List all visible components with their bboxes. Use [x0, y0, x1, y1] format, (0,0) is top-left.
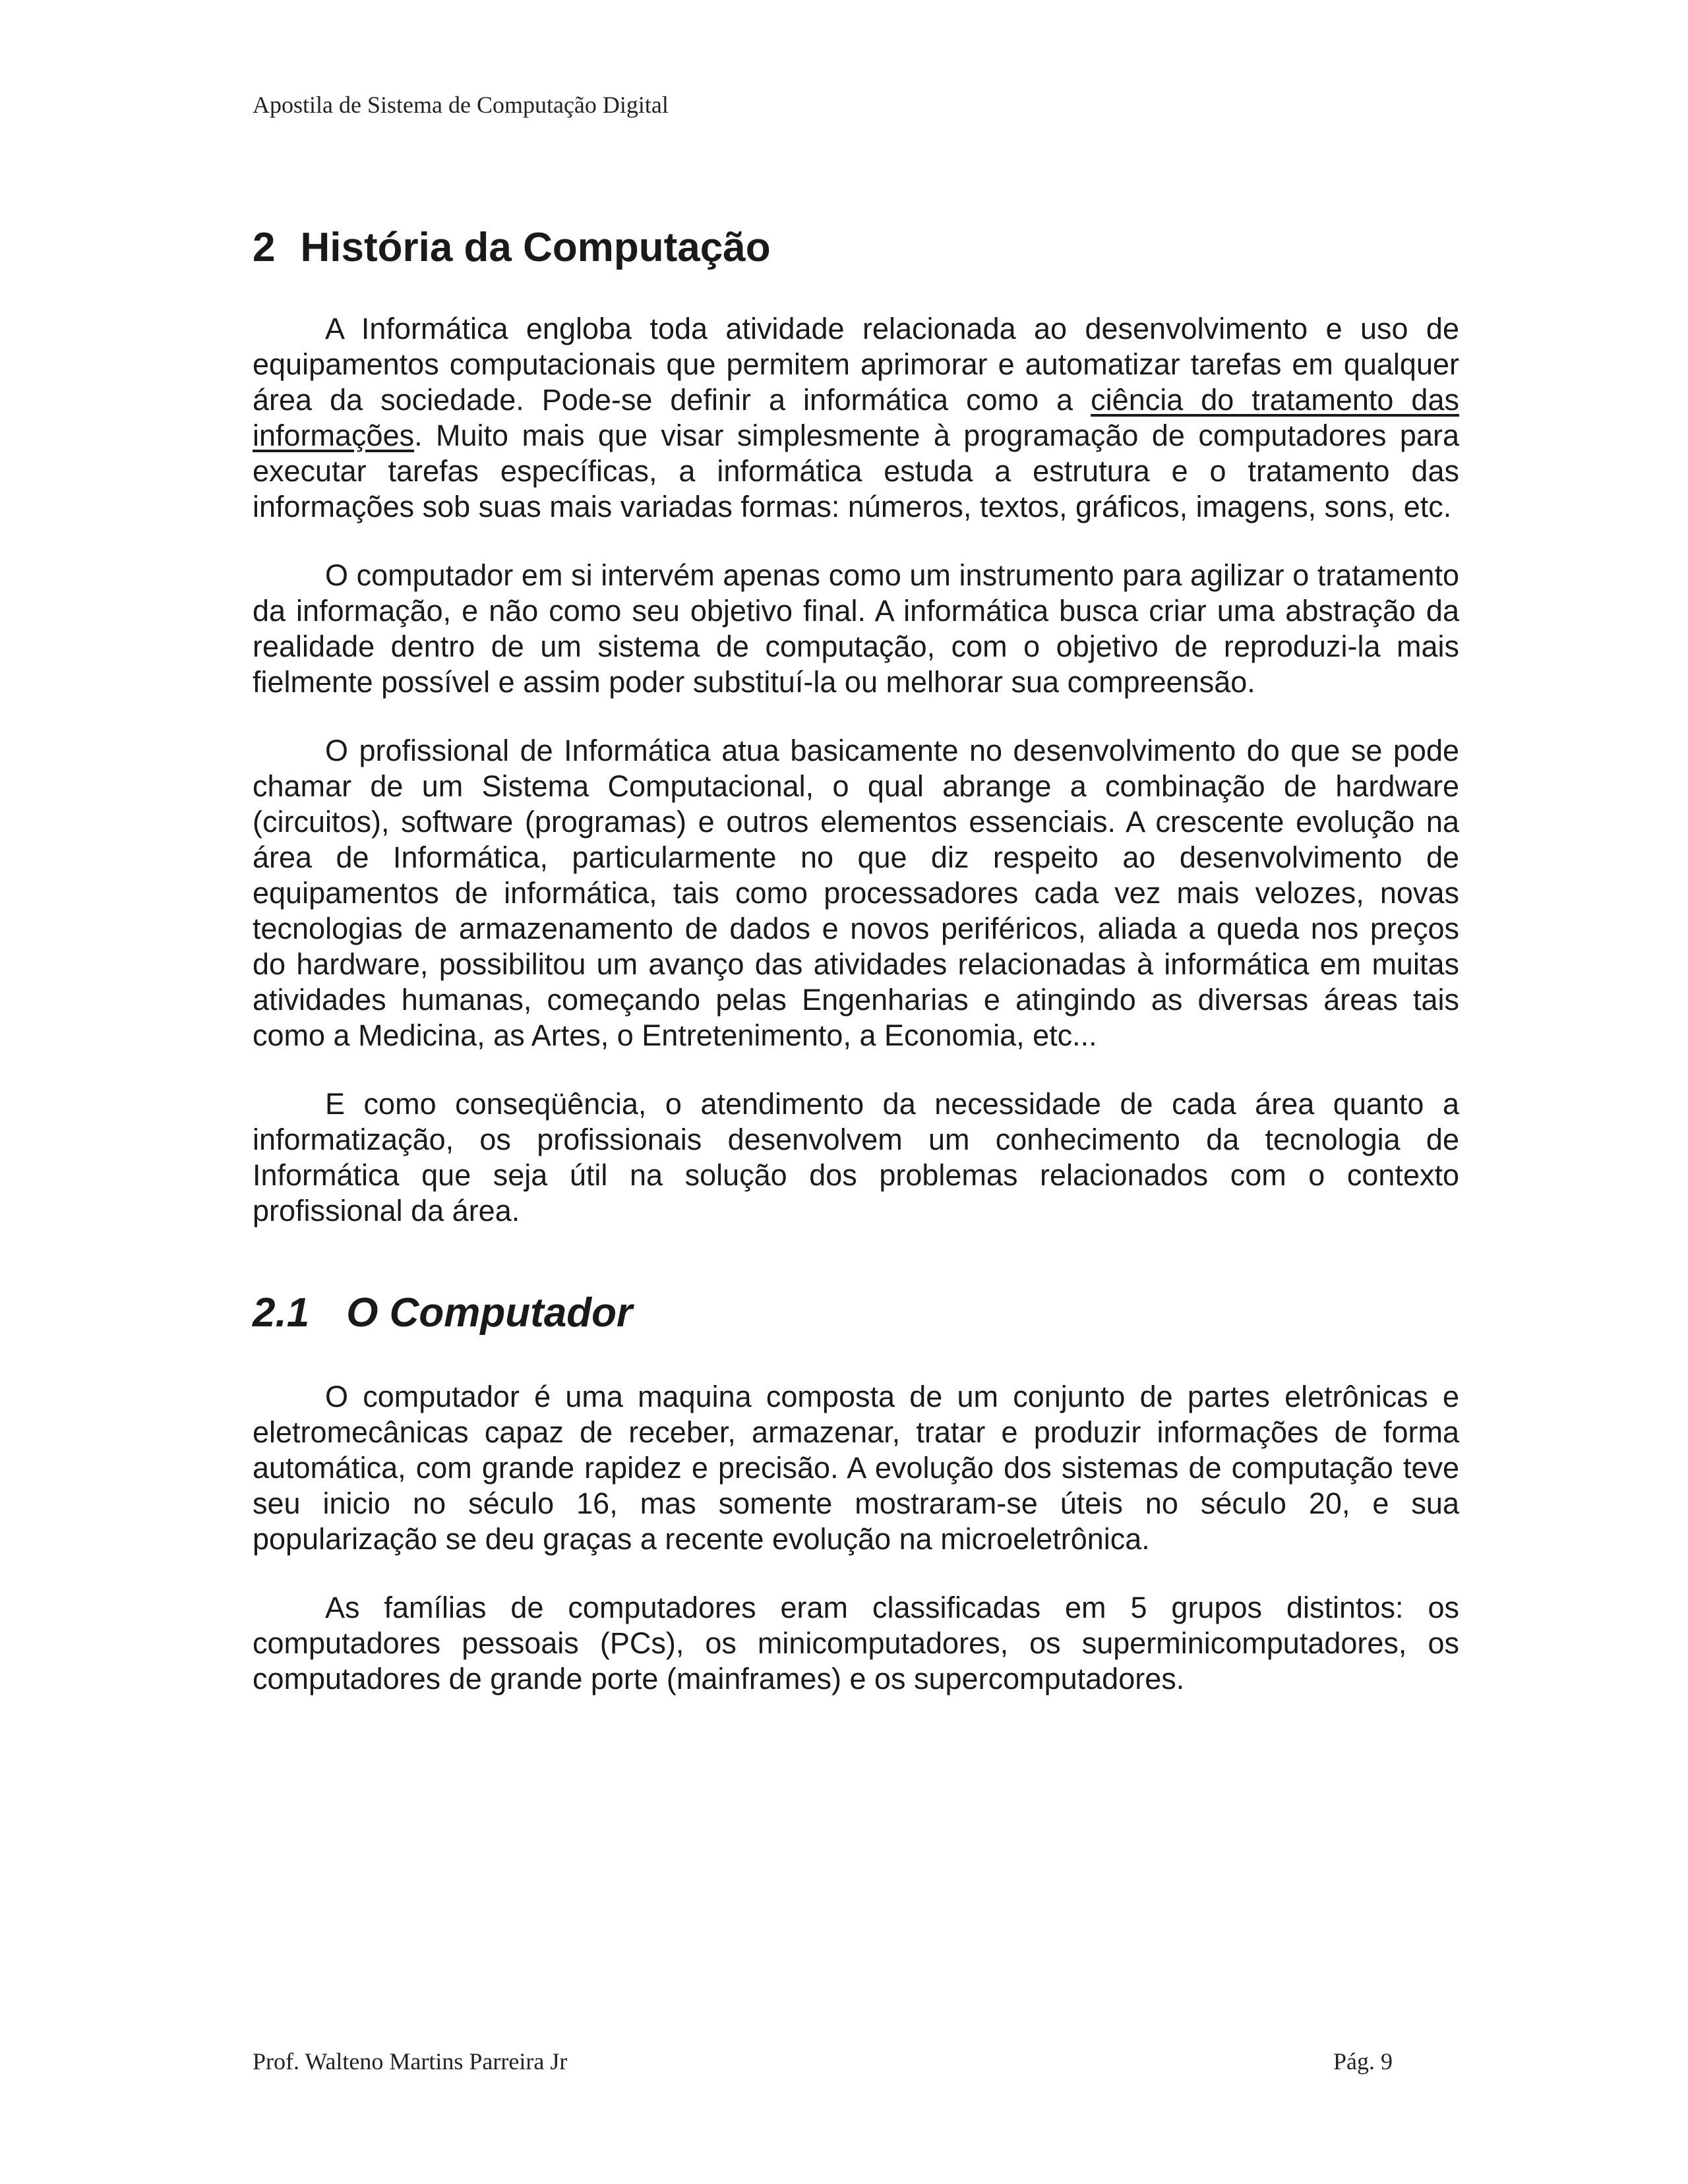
subsection-number: 2.1	[253, 1290, 310, 1336]
section-heading	[253, 224, 1459, 272]
paragraph-4: E como conseqüência, o atendimento da necessidade de cada área quanto a informatização, os profissionais desenvolvem um conhecimento da tecnologia de Informática que seja útil na solução dos problemas relacionados com o contexto profissional da área.	[253, 1087, 1459, 1227]
subsection-title: O Computador	[346, 1290, 633, 1336]
page-number: Pág. 9	[1333, 2048, 1393, 2075]
subsection-heading	[253, 1289, 1459, 1337]
paragraph-1-text-after: . Muito mais que visar simplesmente à programação de computadores para executar tarefas específicas, a informática estuda a estrutura e o tratamento das informações sob suas mais variadas formas: números, textos, gráficos, imagens, sons, etc.	[253, 419, 1459, 523]
paragraph-1-underlined-term: ciência do tratamento das informações	[253, 383, 1459, 452]
page-content	[253, 224, 1459, 1730]
paragraph-6: As famílias de computadores eram classificadas em 5 grupos distintos: os computadores pessoais (PCs), os minicomputadores, os superminicomputadores, os computadores de grande porte (mainframes) e os supercomputadores.	[253, 1591, 1459, 1696]
footer-author: Prof. Walteno Martins Parreira Jr	[253, 2048, 568, 2075]
running-footer	[253, 2048, 1393, 2075]
section-number: 2	[253, 225, 276, 270]
paragraph-5: O computador é uma maquina composta de um conjunto de partes eletrônicas e eletromecânicas capaz de receber, armazenar, tratar e produzir informações de forma automática, com grande rapidez e precisão. A evolução dos sistemas de computação teve seu inicio no século 16, mas somente mostraram-se úteis no século 20, e sua popularização se deu graças a recente evolução na microeletrônica.	[253, 1380, 1459, 1556]
paragraph-2: O computador em si intervém apenas como um instrumento para agilizar o tratamento da informação, e não como seu objetivo final. A informática busca criar uma abstração da realidade dentro de um sistema de computação, com o objetivo de reproduzi-la mais fielmente possível e assim poder substituí-la ou melhorar sua compreensão.	[253, 558, 1459, 699]
running-header: Apostila de Sistema de Computação Digital	[253, 92, 669, 118]
paragraph-3: O profissional de Informática atua basicamente no desenvolvimento do que se pode chamar de um Sistema Computacional, o qual abrange a combinação de hardware (circuitos), software (programas) e outros elementos essenciais. A crescente evolução na área de Informática, particularmente no que diz respeito ao desenvolvimento de equipamentos de informática, tais como processadores cada vez mais velozes, novas tecnologias de armazenamento de dados e novos periféricos, aliada a queda nos preços do hardware, possibilitou um avanço das atividades relacionadas à informática em muitas atividades humanas, começando pelas Engenharias e atingindo as diversas áreas tais como a Medicina, as Artes, o Entretenimento, a Economia, etc...	[253, 734, 1459, 1052]
paragraph-1-text-before: A Informática engloba toda atividade relacionada ao desenvolvimento e uso de equipamentos computacionais que permitem aprimorar e automatizar tarefas em qualquer área da sociedade. Pode-se definir a informática como a	[253, 312, 1459, 417]
section-title: História da Computação	[300, 225, 771, 270]
paragraph-1	[253, 311, 1459, 525]
